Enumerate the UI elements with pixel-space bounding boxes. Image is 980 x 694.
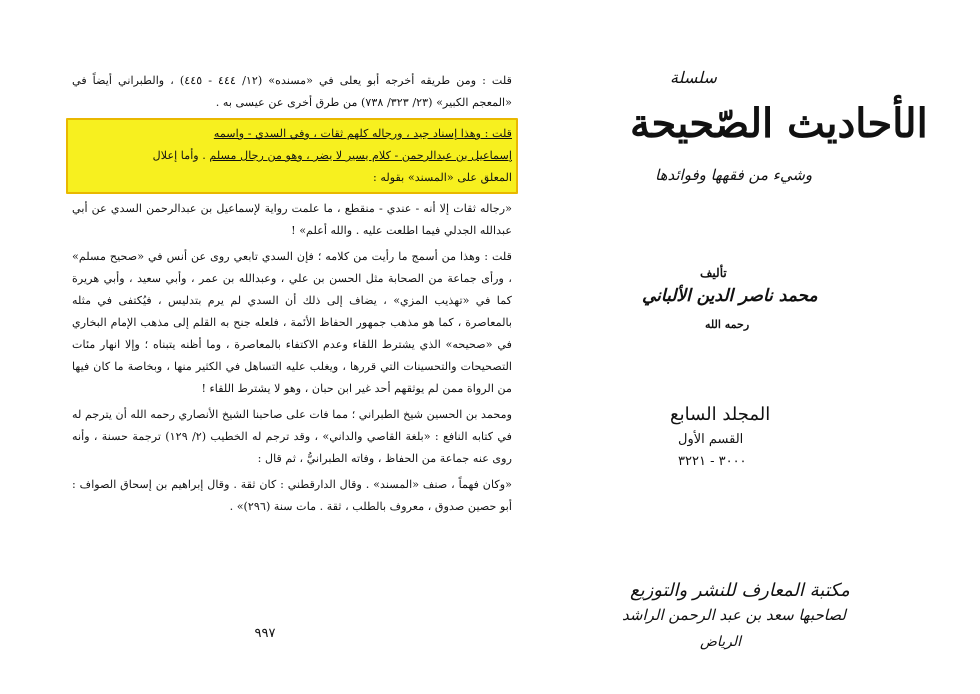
body-text bbox=[72, 70, 512, 522]
publisher-city: الرياض bbox=[700, 634, 741, 650]
publisher-owner: لصاحبها سعد بن عبد الرحمن الراشد bbox=[622, 606, 846, 624]
part-label: القسم الأول bbox=[678, 432, 744, 447]
highlight-line-1: قلت : وهذا إسناد جيد ، ورجاله كلهم ثقات ، وفي السدي - واسمه bbox=[213, 127, 512, 140]
paragraph-4: ومحمد بن الحسين شيخ الطبراني ؛ مما فات على صاحبنا الشيخ الأنصاري رحمه الله أن يترجم له في كتابه النافع : «بلغة القاصي والداني» ، وقد ترجم له الخطيب (٢/ ١٢٩) ترجمة حسنة ، وأنه روى عنه جماعة من الحفاظ ، وفاته الطبرانيُّ ، ثم قال : bbox=[72, 408, 513, 465]
hadith-range: ٣٠٠٠ - ٣٢٢١ bbox=[678, 454, 747, 469]
series-label: سلسلة bbox=[670, 68, 717, 87]
highlight-line-2-rest: . وأما إعلال bbox=[152, 149, 206, 162]
by-label: تأليف bbox=[700, 266, 727, 280]
highlight-line-2 bbox=[72, 145, 512, 167]
book-title: الأحاديث الصّحيحة bbox=[630, 100, 928, 147]
paragraph-1: قلت : ومن طريقه أخرجه أبو يعلى في «مسنده» (١٢/ ٤٤٤ - ٤٤٥) ، والطبراني أيضاً في «المعجم الكبير» (٢٣/ ٣٢٣/ ٧٣٨) من طرق أخرى عن عيسى به . bbox=[72, 74, 512, 109]
author-honorific: رحمه الله bbox=[705, 318, 750, 331]
author-name: محمد ناصر الدين الألباني bbox=[642, 286, 818, 306]
book-subtitle: وشيء من فقهها وفوائدها bbox=[655, 166, 813, 184]
highlight-line-2-underlined: إسماعيل بن عبدالرحمن - كلام يسير لا يضر ، وهو من رجال مسلم bbox=[209, 149, 512, 162]
page-number: ٩٩٧ bbox=[254, 626, 276, 641]
paragraph-2: «رجاله ثقات إلا أنه - عندي - منقطع ، ما علمت رواية لإسماعيل بن عبدالرحمن السدي عن أبي عبدالله الجدلي فيما اطلعت عليه . والله أعلم» ! bbox=[72, 202, 512, 237]
volume-label: المجلد السابع bbox=[670, 404, 771, 425]
highlighted-passage bbox=[66, 118, 518, 194]
publisher-name: مكتبة المعارف للنشر والتوزيع bbox=[630, 580, 850, 601]
title-page bbox=[560, 0, 980, 694]
paragraph-3: قلت : وهذا من أسمج ما رأيت من كلامه ؛ فإن السدي تابعي روى عن أنس في «صحيح مسلم» ، ورأى جماعة من الصحابة مثل الحسن بن علي ، وعبدالله بن عمر ، وأبي سعيد ، وأبي هريرة كما في «تهذيب المزي» ، يضاف إلى ذلك أن السدي لم يرم بتدليس ، فيُكتفى في مثله بالمعاصرة ، كما هو مذهب جمهور الحفاظ الأئمة ، فلعله جنح به القلم إلى مذهب الإمام البخاري في «صحيحه» الذي يشترط اللقاء وعدم الاكتفاء بالمعاصرة ، وما أظنه يتبناه ؛ وإلا انهار مئات التصحيحات والتحسينات التي قررها ، ويغلب عليه التساهل في الكثير منها ، وبخاصة ما كان فيها من الرواة ممن لم يوثقهم أحد غير ابن حبان ، وهو لا يشترط اللقاء ! bbox=[72, 250, 512, 395]
highlight-line-3: المعلق على «المسند» بقوله : bbox=[373, 171, 512, 184]
paragraph-5: «وكان فهماً ، صنف «المسند» . وقال الدارقطني : كان ثقة . وقال إبراهيم بن إسحاق الصواف : أبو حصين صدوق ، معروف بالطلب ، ثقة . مات سنة (٢٩٦)» . bbox=[72, 478, 512, 513]
